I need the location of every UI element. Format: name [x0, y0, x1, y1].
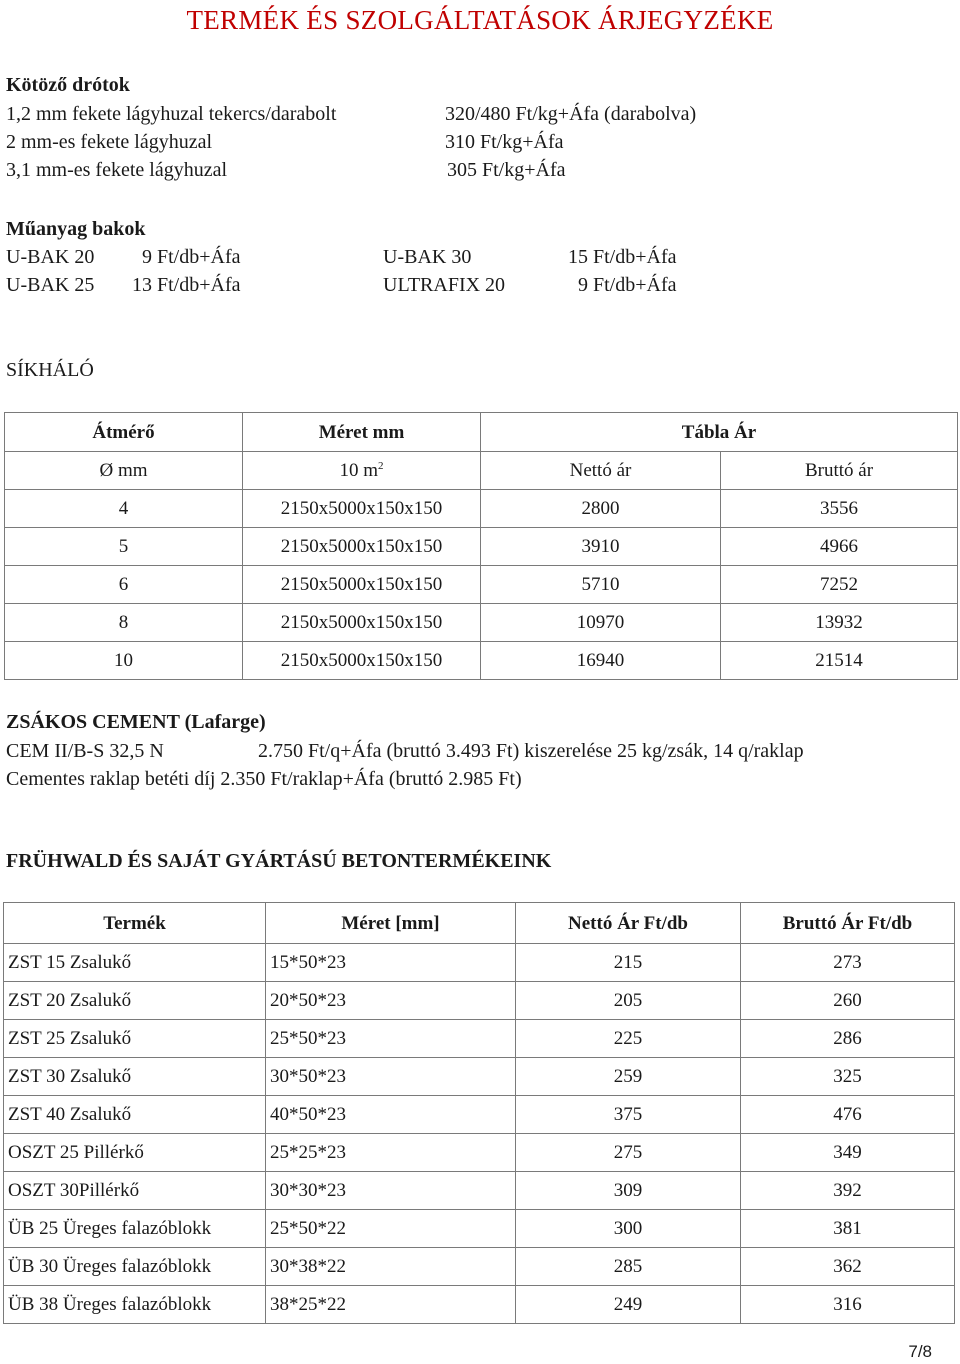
table-cell: 476 — [741, 1096, 955, 1134]
table-cell: 349 — [741, 1134, 955, 1172]
table-cell: ZST 30 Zsalukő — [4, 1058, 266, 1096]
table-row — [5, 528, 958, 566]
table-row — [5, 566, 958, 604]
section-heading-bakok: Műanyag bakok — [6, 218, 146, 240]
table-cell: 4 — [5, 490, 243, 528]
table-cell: 16940 — [481, 642, 721, 680]
table-cell: 25*25*23 — [266, 1134, 516, 1172]
table-cell: 215 — [516, 944, 741, 982]
table-cell: 260 — [741, 982, 955, 1020]
superscript: 2 — [378, 460, 384, 472]
column-subheader — [243, 452, 481, 490]
table-row — [4, 1286, 955, 1324]
section-heading-kotozo: Kötöző drótok — [6, 74, 130, 96]
table-cell: 286 — [741, 1020, 955, 1058]
table-cell: 8 — [5, 604, 243, 642]
column-header: Bruttó Ár Ft/db — [741, 903, 955, 944]
table-header-row — [5, 413, 958, 452]
section-heading-beton: FRÜHWALD ÉS SAJÁT GYÁRTÁSÚ BETONTERMÉKEINK — [6, 850, 552, 872]
table-cell: 7252 — [721, 566, 958, 604]
table-row — [5, 642, 958, 680]
page-number: 7/8 — [908, 1342, 932, 1361]
bak-item-name: U-BAK 20 — [6, 246, 95, 268]
page-title: TERMÉK ÉS SZOLGÁLTATÁSOK ÁRJEGYZÉKE — [186, 5, 774, 35]
table-cell: 13932 — [721, 604, 958, 642]
column-header: Tábla Ár — [481, 413, 958, 452]
kotozo-item-price: 310 Ft/kg+Áfa — [445, 131, 564, 153]
table-row — [4, 1134, 955, 1172]
table-cell: 40*50*23 — [266, 1096, 516, 1134]
table-cell: ZST 15 Zsalukő — [4, 944, 266, 982]
table-cell: 259 — [516, 1058, 741, 1096]
table-cell: 300 — [516, 1210, 741, 1248]
table-cell: 21514 — [721, 642, 958, 680]
table-subheader-row — [5, 452, 958, 490]
column-subheader: Nettó ár — [481, 452, 721, 490]
bak-item-name: ULTRAFIX 20 — [383, 274, 506, 296]
column-subheader: Bruttó ár — [721, 452, 958, 490]
table-row — [4, 1020, 955, 1058]
section-heading-cement: ZSÁKOS CEMENT (Lafarge) — [6, 711, 266, 733]
table-cell: ÜB 30 Üreges falazóblokk — [4, 1248, 266, 1286]
kotozo-item-price: 305 Ft/kg+Áfa — [447, 159, 566, 181]
kotozo-item-name: 3,1 mm-es fekete lágyhuzal — [6, 159, 228, 181]
column-header: Termék — [4, 903, 266, 944]
table-cell: 6 — [5, 566, 243, 604]
column-header: Nettó Ár Ft/db — [516, 903, 741, 944]
table-cell: OSZT 30Pillérkő — [4, 1172, 266, 1210]
table-cell: 5 — [5, 528, 243, 566]
table-cell: 2150x5000x150x150 — [243, 528, 481, 566]
table-cell: 30*30*23 — [266, 1172, 516, 1210]
table-row — [4, 982, 955, 1020]
kotozo-item-name: 2 mm-es fekete lágyhuzal — [6, 131, 213, 153]
table-cell: 362 — [741, 1248, 955, 1286]
kotozo-item-name: 1,2 mm fekete lágyhuzal tekercs/darabolt — [6, 103, 337, 125]
cement-pallet-deposit: Cementes raklap betéti díj 2.350 Ft/raklap+Áfa (bruttó 2.985 Ft) — [6, 768, 522, 790]
column-header: Méret mm — [243, 413, 481, 452]
table-cell: 273 — [741, 944, 955, 982]
table-cell: 3910 — [481, 528, 721, 566]
cement-product-name: CEM II/B-S 32,5 N — [6, 740, 164, 762]
table-row — [4, 1248, 955, 1286]
cement-product-price: 2.750 Ft/q+Áfa (bruttó 3.493 Ft) kiszerelése 25 kg/zsák, 14 q/raklap — [258, 740, 804, 762]
table-cell: ZST 20 Zsalukő — [4, 982, 266, 1020]
table-cell: 20*50*23 — [266, 982, 516, 1020]
table-cell: 375 — [516, 1096, 741, 1134]
bak-item-name: U-BAK 30 — [383, 246, 472, 268]
table-cell: OSZT 25 Pillérkő — [4, 1134, 266, 1172]
table-cell: ÜB 38 Üreges falazóblokk — [4, 1286, 266, 1324]
area-label: 10 m — [339, 460, 379, 481]
bak-item-price: 15 Ft/db+Áfa — [568, 246, 677, 268]
table-cell: 2150x5000x150x150 — [243, 604, 481, 642]
table-cell: 275 — [516, 1134, 741, 1172]
kotozo-item-price: 320/480 Ft/kg+Áfa (darabolva) — [445, 103, 697, 125]
table-cell: ZST 40 Zsalukő — [4, 1096, 266, 1134]
table-row — [4, 1172, 955, 1210]
column-subheader: Ø mm — [5, 452, 243, 490]
table-cell: 4966 — [721, 528, 958, 566]
beton-table — [3, 902, 955, 1324]
table-cell: 285 — [516, 1248, 741, 1286]
table-cell: 25*50*23 — [266, 1020, 516, 1058]
table-header-row — [4, 903, 955, 944]
table-cell: 309 — [516, 1172, 741, 1210]
bak-item-name: U-BAK 25 — [6, 274, 95, 296]
table-cell: 249 — [516, 1286, 741, 1324]
table-cell: 10970 — [481, 604, 721, 642]
table-row — [5, 604, 958, 642]
table-cell: 205 — [516, 982, 741, 1020]
table-cell: ZST 25 Zsalukő — [4, 1020, 266, 1058]
table-cell: 2150x5000x150x150 — [243, 490, 481, 528]
table-row — [4, 1058, 955, 1096]
table-row — [5, 490, 958, 528]
table-cell: 225 — [516, 1020, 741, 1058]
table-cell: 325 — [741, 1058, 955, 1096]
table-row — [4, 1210, 955, 1248]
table-cell: 10 — [5, 642, 243, 680]
column-header: Méret [mm] — [266, 903, 516, 944]
table-cell: 38*25*22 — [266, 1286, 516, 1324]
bak-item-price: 13 Ft/db+Áfa — [132, 274, 241, 296]
table-cell: 2800 — [481, 490, 721, 528]
column-header: Átmérő — [5, 413, 243, 452]
table-cell: 30*50*23 — [266, 1058, 516, 1096]
table-cell: 5710 — [481, 566, 721, 604]
table-row — [4, 1096, 955, 1134]
sikhalo-table — [4, 412, 958, 680]
table-cell: 25*50*22 — [266, 1210, 516, 1248]
table-row — [4, 944, 955, 982]
table-cell: 30*38*22 — [266, 1248, 516, 1286]
table-cell: 2150x5000x150x150 — [243, 566, 481, 604]
section-heading-sikhalo: SÍKHÁLÓ — [6, 359, 94, 381]
table-cell: 15*50*23 — [266, 944, 516, 982]
table-cell: 3556 — [721, 490, 958, 528]
table-cell: 316 — [741, 1286, 955, 1324]
bak-item-price: 9 Ft/db+Áfa — [578, 274, 677, 296]
table-cell: ÜB 25 Üreges falazóblokk — [4, 1210, 266, 1248]
table-cell: 2150x5000x150x150 — [243, 642, 481, 680]
table-cell: 392 — [741, 1172, 955, 1210]
bak-item-price: 9 Ft/db+Áfa — [142, 246, 241, 268]
table-cell: 381 — [741, 1210, 955, 1248]
